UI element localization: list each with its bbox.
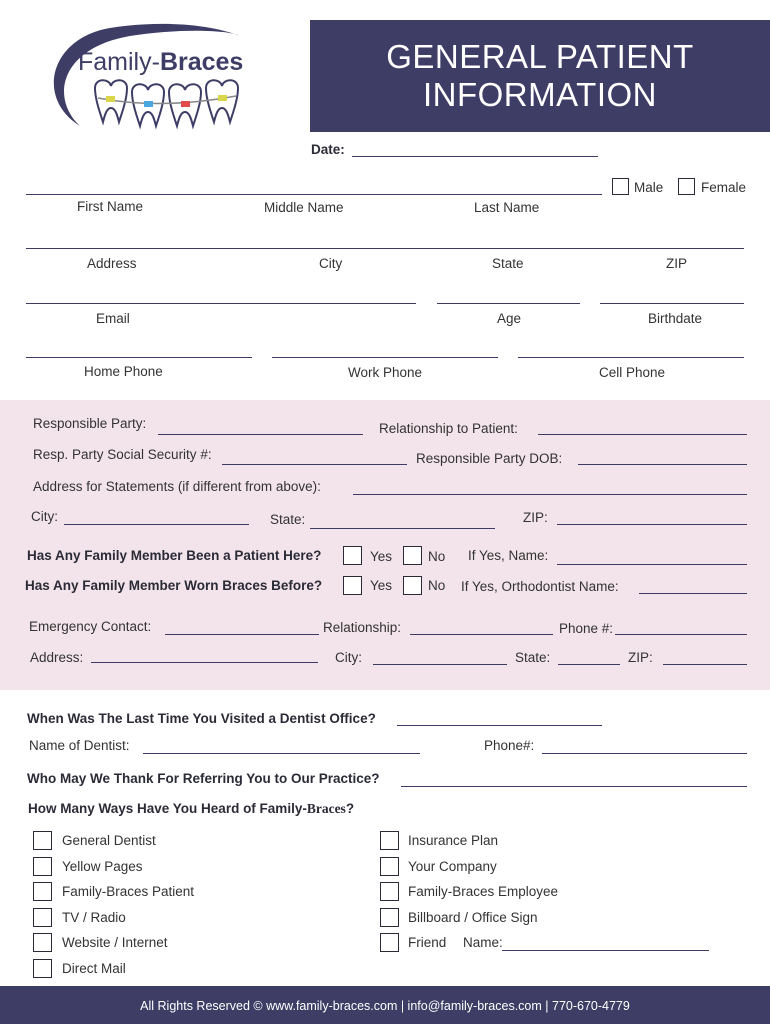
option-direct-mail-checkbox[interactable] bbox=[33, 959, 52, 978]
option-family-braces-patient-label: Family-Braces Patient bbox=[62, 884, 195, 899]
home-phone-label: Home Phone bbox=[84, 364, 163, 379]
heard-question-mark: ? bbox=[345, 801, 355, 816]
date-label: Date: bbox=[311, 142, 345, 157]
option-insurance-plan-label: Insurance Plan bbox=[408, 833, 499, 848]
relationship-label: Relationship to Patient: bbox=[379, 421, 518, 436]
title-line-1: GENERAL PATIENT bbox=[386, 38, 694, 75]
emergency-contact-label: Emergency Contact: bbox=[29, 619, 152, 634]
option-your-company-checkbox[interactable] bbox=[380, 857, 399, 876]
family-braces-no-checkbox[interactable] bbox=[403, 576, 422, 595]
family-braces-no-label: No bbox=[428, 578, 446, 593]
emergency-state-label: State: bbox=[515, 650, 551, 665]
responsible-party-label: Responsible Party: bbox=[33, 416, 147, 431]
emergency-zip-label: ZIP: bbox=[628, 650, 653, 665]
female-checkbox[interactable] bbox=[678, 178, 695, 195]
option-family-braces-employee-checkbox[interactable] bbox=[380, 882, 399, 901]
family-patient-name-field[interactable] bbox=[557, 564, 747, 565]
friend-name-label: Name: bbox=[463, 935, 503, 950]
dentist-phone-label: Phone#: bbox=[484, 738, 535, 753]
resp-state-label: State: bbox=[270, 512, 306, 527]
first-name-label: First Name bbox=[77, 199, 144, 214]
option-tv-radio-checkbox[interactable] bbox=[33, 908, 52, 927]
dentist-name-field[interactable] bbox=[143, 753, 420, 754]
zip-label: ZIP bbox=[666, 256, 688, 271]
option-website-label: Website / Internet bbox=[62, 935, 168, 950]
city-label: City bbox=[319, 256, 343, 271]
email-field[interactable] bbox=[26, 303, 416, 304]
emergency-phone-label: Phone #: bbox=[559, 621, 614, 636]
ssn-field[interactable] bbox=[222, 464, 407, 465]
emergency-zip-field[interactable] bbox=[663, 664, 747, 665]
family-patient-yes-checkbox[interactable] bbox=[343, 546, 362, 565]
option-website-checkbox[interactable] bbox=[33, 933, 52, 952]
orthodontist-name-label: If Yes, Orthodontist Name: bbox=[461, 579, 619, 594]
referral-question: Who May We Thank For Referring You to Our Practice? bbox=[27, 771, 380, 786]
option-yellow-pages-label: Yellow Pages bbox=[62, 859, 143, 874]
birthdate-label: Birthdate bbox=[648, 311, 703, 326]
logo-text-plain: Family- bbox=[78, 48, 160, 76]
email-label: Email bbox=[96, 311, 130, 326]
option-general-dentist-label: General Dentist bbox=[62, 833, 156, 848]
last-visit-field[interactable] bbox=[397, 725, 602, 726]
logo bbox=[40, 18, 280, 138]
emergency-state-field[interactable] bbox=[558, 664, 620, 665]
option-billboard-checkbox[interactable] bbox=[380, 908, 399, 927]
resp-zip-label: ZIP: bbox=[523, 510, 548, 525]
resp-zip-field[interactable] bbox=[557, 524, 747, 525]
emergency-contact-field[interactable] bbox=[165, 634, 319, 635]
statements-label: Address for Statements (if different from above): bbox=[33, 479, 321, 494]
middle-name-label: Middle Name bbox=[264, 200, 344, 215]
option-billboard-label: Billboard / Office Sign bbox=[408, 910, 538, 925]
resp-city-label: City: bbox=[31, 509, 58, 524]
work-phone-field[interactable] bbox=[272, 357, 498, 358]
logo-text-bold: Braces bbox=[159, 48, 244, 76]
address-label: Address bbox=[87, 256, 137, 271]
dob-label: Responsible Party DOB: bbox=[416, 451, 563, 466]
family-patient-name-label: If Yes, Name: bbox=[468, 548, 549, 563]
male-label: Male bbox=[634, 180, 664, 195]
male-checkbox[interactable] bbox=[612, 178, 629, 195]
cell-phone-label: Cell Phone bbox=[599, 365, 666, 380]
family-patient-no-checkbox[interactable] bbox=[403, 546, 422, 565]
friend-name-field[interactable] bbox=[502, 950, 709, 951]
emergency-city-field[interactable] bbox=[373, 664, 507, 665]
footer-text: All Rights Reserved © www.family-braces.com | info@family-braces.com | 770-670-4779 bbox=[140, 999, 630, 1013]
heard-question-text: How Many Ways Have You Heard of Family- bbox=[28, 801, 307, 816]
work-phone-label: Work Phone bbox=[348, 365, 423, 380]
option-friend-checkbox[interactable] bbox=[380, 933, 399, 952]
page-title bbox=[310, 38, 770, 114]
family-patient-question: Has Any Family Member Been a Patient Here? bbox=[27, 548, 322, 563]
option-family-braces-patient-checkbox[interactable] bbox=[33, 882, 52, 901]
statements-field[interactable] bbox=[353, 494, 747, 495]
birthdate-field[interactable] bbox=[600, 303, 744, 304]
name-field[interactable] bbox=[26, 194, 602, 195]
resp-state-field[interactable] bbox=[310, 528, 495, 529]
age-field[interactable] bbox=[437, 303, 580, 304]
option-yellow-pages-checkbox[interactable] bbox=[33, 857, 52, 876]
family-patient-yes-label: Yes bbox=[370, 549, 393, 564]
emergency-phone-field[interactable] bbox=[615, 634, 747, 635]
state-label: State bbox=[492, 256, 524, 271]
referral-field[interactable] bbox=[401, 786, 747, 787]
option-general-dentist-checkbox[interactable] bbox=[33, 831, 52, 850]
address-field[interactable] bbox=[26, 248, 744, 249]
option-direct-mail-label: Direct Mail bbox=[62, 961, 126, 976]
option-family-braces-employee-label: Family-Braces Employee bbox=[408, 884, 559, 899]
family-braces-yes-label: Yes bbox=[370, 578, 393, 593]
family-braces-yes-checkbox[interactable] bbox=[343, 576, 362, 595]
home-phone-field[interactable] bbox=[26, 357, 252, 358]
title-line-2: INFORMATION bbox=[422, 76, 658, 113]
option-insurance-plan-checkbox[interactable] bbox=[380, 831, 399, 850]
dentist-name-label: Name of Dentist: bbox=[29, 738, 130, 753]
female-label: Female bbox=[701, 180, 747, 195]
last-visit-question: When Was The Last Time You Visited a Dentist Office? bbox=[27, 711, 376, 726]
orthodontist-name-field[interactable] bbox=[639, 593, 747, 594]
age-label: Age bbox=[497, 311, 522, 326]
option-friend-label: Friend bbox=[408, 935, 447, 950]
last-name-label: Last Name bbox=[474, 200, 540, 215]
responsible-party-field[interactable] bbox=[158, 434, 363, 435]
family-patient-no-label: No bbox=[428, 549, 446, 564]
option-tv-radio-label: TV / Radio bbox=[62, 910, 126, 925]
heard-question-brand: Braces bbox=[306, 801, 346, 816]
responsible-party-section bbox=[0, 400, 770, 690]
dob-field[interactable] bbox=[578, 464, 747, 465]
logo-text bbox=[78, 48, 243, 77]
emergency-relationship-field[interactable] bbox=[410, 634, 553, 635]
cell-phone-field[interactable] bbox=[518, 357, 744, 358]
emergency-address-label: Address: bbox=[30, 650, 84, 665]
resp-city-field[interactable] bbox=[64, 524, 249, 525]
emergency-relationship-label: Relationship: bbox=[323, 620, 402, 635]
logo-mark bbox=[40, 18, 280, 138]
ssn-label: Resp. Party Social Security #: bbox=[33, 447, 212, 462]
option-your-company-label: Your Company bbox=[408, 859, 497, 874]
family-braces-question: Has Any Family Member Worn Braces Before? bbox=[25, 578, 323, 593]
heard-question bbox=[28, 801, 354, 817]
emergency-city-label: City: bbox=[335, 650, 362, 665]
relationship-field[interactable] bbox=[538, 434, 747, 435]
date-field[interactable] bbox=[352, 156, 598, 157]
dentist-phone-field[interactable] bbox=[542, 753, 747, 754]
emergency-address-field[interactable] bbox=[91, 662, 318, 663]
